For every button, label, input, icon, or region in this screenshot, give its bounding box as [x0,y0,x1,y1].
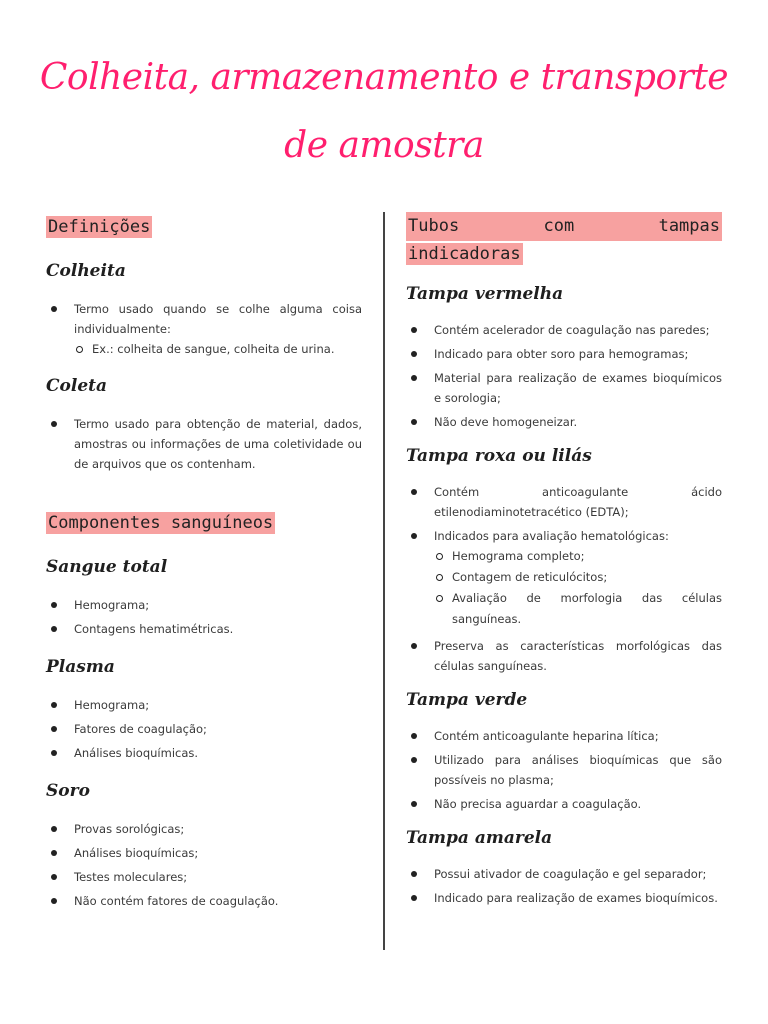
list-item: Análises bioquímicas. [46,743,362,763]
plasma-list [46,695,362,763]
list-item: Não contém fatores de coagulação. [46,891,362,911]
tampa-roxa-list [406,482,722,676]
colheita-sublist [74,339,362,360]
list-item: Possui ativador de coagulação e gel separador; [406,864,722,884]
subheading-soro: Soro [46,781,90,801]
subheading-plasma: Plasma [46,657,115,677]
list-item: Hemograma; [46,695,362,715]
sub-list-item: Ex.: colheita de sangue, colheita de urina. [74,339,362,360]
sub-list-item: Avaliação de morfologia das células sanguíneas. [434,588,722,630]
coleta-list [46,414,362,474]
list-item: Não deve homogeneizar. [406,412,722,432]
list-item: Hemograma; [46,595,362,615]
tampa-roxa-sublist [434,546,722,630]
subheading-tampa-verde: Tampa verde [406,690,528,710]
left-column [46,212,362,915]
list-item: Testes moleculares; [46,867,362,887]
section-heading-tubos-line2: indicadoras [408,244,521,264]
section-heading-definicoes: Definições [48,217,151,237]
list-item: Indicado para realização de exames bioquímicos. [406,888,722,908]
list-item: Não precisa aguardar a coagulação. [406,794,722,814]
list-item: Contém acelerador de coagulação nas paredes; [406,320,722,340]
tampa-verde-list [406,726,722,814]
list-item: Preserva as características morfológicas das células sanguíneas. [406,636,722,676]
colheita-list [46,299,362,360]
list-item: Análises bioquímicas; [46,843,362,863]
section-heading-componentes: Componentes sanguíneos [48,513,274,533]
sub-list-item: Hemograma completo; [434,546,722,567]
list-item: Contagens hematimétricas. [46,619,362,639]
list-item: Fatores de coagulação; [46,719,362,739]
list-item: Material para realização de exames bioquímicos e sorologia; [406,368,722,408]
soro-list [46,819,362,911]
subheading-tampa-roxa: Tampa roxa ou lilás [406,446,592,466]
list-item: Indicados para avaliação hematológicas: Hemograma completo; Contagem de reticulócitos; Avaliação de morfologia das células sanguíneas. [406,526,722,630]
section-heading-tubos-line1: Tubos com tampas [406,212,722,241]
subheading-tampa-vermelha: Tampa vermelha [406,284,564,304]
list-item: Provas sorológicas; [46,819,362,839]
right-column [406,212,722,912]
section-heading-tubos [406,212,722,268]
sangue-total-list [46,595,362,639]
list-item: Contém anticoagulante heparina lítica; [406,726,722,746]
column-divider [383,212,385,950]
subheading-coleta: Coleta [46,376,108,396]
tampa-amarela-list [406,864,722,908]
list-item: Indicado para obter soro para hemogramas; [406,344,722,364]
sub-list-item: Contagem de reticulócitos; [434,567,722,588]
subheading-tampa-amarela: Tampa amarela [406,828,553,848]
subheading-sangue-total: Sangue total [46,557,168,577]
page-title: Colheita, armazenamento e transporte de amostra [39,57,729,166]
subheading-colheita: Colheita [46,261,126,281]
list-item: Contém anticoagulante ácido etilenodiaminotetracético (EDTA); [406,482,722,522]
list-item: Utilizado para análises bioquímicas que são possíveis no plasma; [406,750,722,790]
list-item: Termo usado quando se colhe alguma coisa individualmente: Ex.: colheita de sangue, colheita de urina. [46,299,362,360]
list-item: Termo usado para obtenção de material, dados, amostras ou informações de uma coletividade ou de arquivos que os contenham. [46,414,362,474]
tampa-vermelha-list [406,320,722,432]
